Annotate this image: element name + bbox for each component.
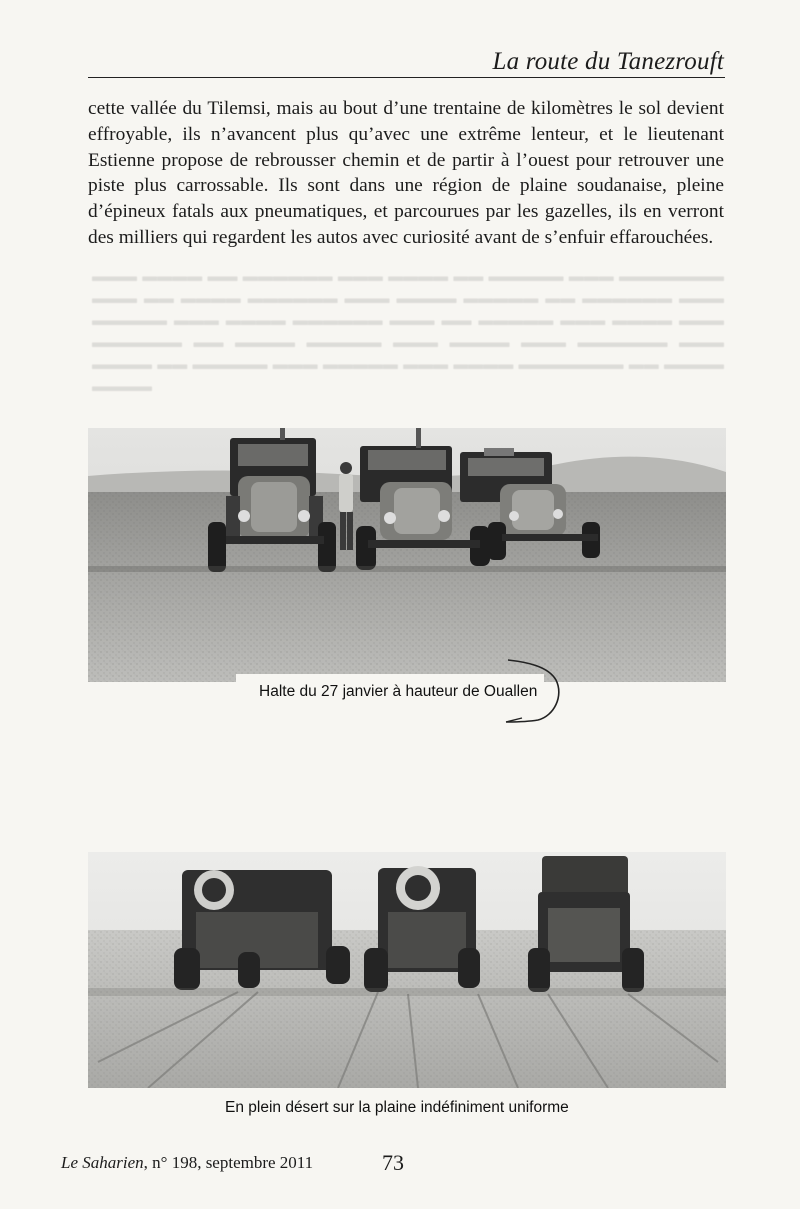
- bleed-through-texture: ▬▬▬ ▬▬▬▬ ▬▬ ▬▬▬▬▬▬ ▬▬▬ ▬▬▬▬ ▬▬ ▬▬▬▬▬ ▬▬▬ ▬▬▬▬▬▬▬ ▬▬▬ ▬▬ ▬▬▬▬ ▬▬▬▬▬▬ ▬▬▬ ▬▬▬▬ ▬▬▬▬▬ ▬▬ ▬▬▬▬▬▬ ▬▬▬ ▬▬▬▬▬ ▬▬▬ ▬▬▬▬ ▬▬▬▬▬▬ ▬▬▬ ▬▬ ▬▬▬▬▬ ▬▬▬ ▬▬▬▬ ▬▬▬ ▬▬▬▬▬▬ ▬▬ ▬▬▬▬ ▬▬▬▬▬ ▬▬▬ ▬▬▬▬ ▬▬▬ ▬▬▬▬▬▬ ▬▬▬ ▬▬▬▬ ▬▬ ▬▬▬▬▬ ▬▬▬ ▬▬▬▬▬ ▬▬▬ ▬▬▬▬ ▬▬▬▬▬▬▬ ▬▬ ▬▬▬▬ ▬▬▬▬: [92, 269, 724, 395]
- car-rear-3: [528, 856, 644, 992]
- photo-plaine-desert: [88, 852, 726, 1088]
- figure-1-caption: Halte du 27 janvier à hauteur de Ouallen: [259, 683, 538, 700]
- figure-2-caption: En plein désert sur la plaine indéfiniment uniforme: [225, 1099, 569, 1116]
- running-head: La route du Tanezrouft: [492, 48, 724, 75]
- man-standing: [339, 462, 353, 550]
- journal-issue: , n° 198, septembre 2011: [143, 1153, 314, 1172]
- handwritten-bracket-mark: [498, 656, 568, 736]
- journal-title: Le Saharien: [61, 1153, 144, 1172]
- page-number: 73: [382, 1150, 404, 1175]
- footer-journal-info: [61, 1153, 313, 1173]
- header-rule: [88, 77, 725, 78]
- body-paragraph: cette vallée du Tilemsi, mais au bout d’une trentaine de kilomètres le sol devient effroyable, ils n’avancent plus qu’avec une extrême lenteur, et le lieutenant Estienne propose de rebrousser chemin et de partir à l’ouest pour retrouver une piste plus carrossable. Ils sont dans une région de plaine soudanaise, pleine d’épineux fatals aux pneumatiques, et parcourues par les gazelles, ils en verront des milliers qui regardent les autos avec curiosité avant de s’enfuir effarouchées.: [88, 98, 724, 248]
- photo-halte-ouallen: [88, 428, 726, 682]
